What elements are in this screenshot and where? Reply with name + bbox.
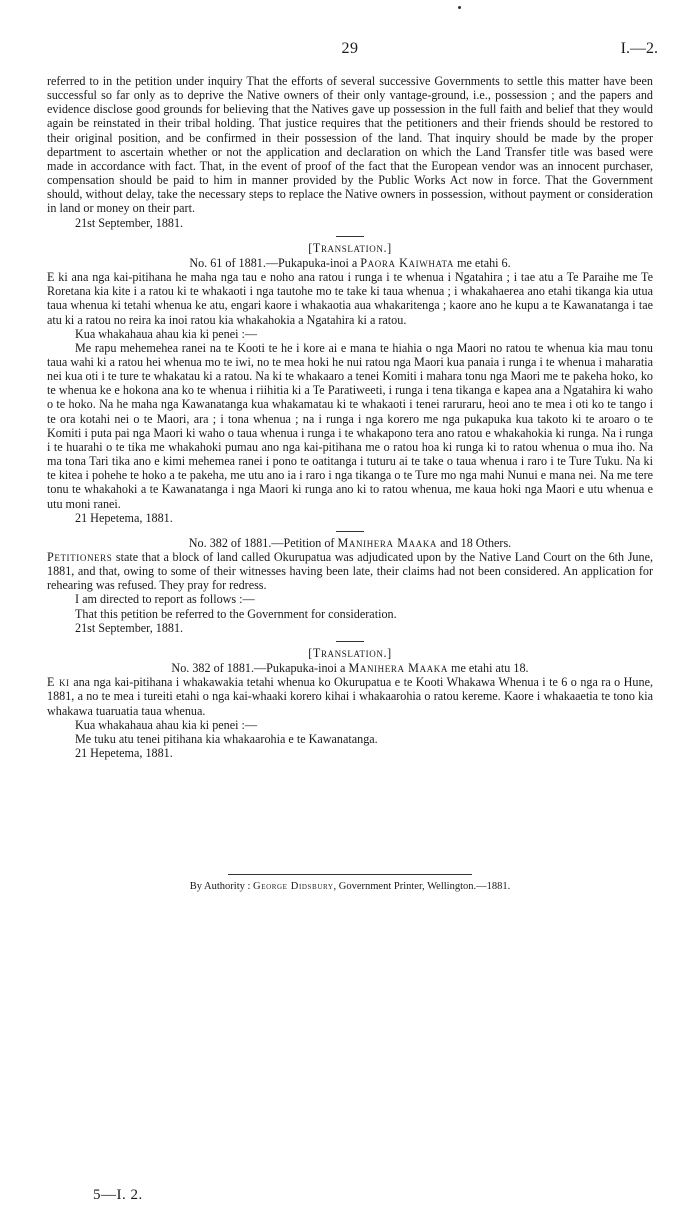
section-heading: No. 382 of 1881.—Petition of Manihera Maaka and 18 Others. [188, 535, 512, 550]
signature-mark: 5—I. 2. [93, 1187, 143, 1203]
report-date: 21st September, 1881. [75, 620, 184, 635]
body-paragraph: E ki ana nga kai-pitihana he maha nga tau e noho ana ratou i runga i te whenua i Ngatahira ; i tae atu a Te Paraihe me Te Roretana kia kite i a ratou ki te whakaoti i nga tautohe mo te take ki taua whenua ; i whakahaerea ano etahi tikanga kia utua taua whenua ki tetahi whenua ke atu, engari kaore i whakaotia aua whakaritenga ; kaore ano he kupu a te Kawanatanga i tae atu ki a ratou no reira ka inoi ratou kia whakahokia a Ngatahira ki a ratou. [47, 270, 653, 327]
petition-61-translation [47, 241, 653, 525]
translation-label: [Translation.] [308, 240, 392, 255]
petition-61-report [47, 74, 653, 230]
report-date: 21 Hepetema, 1881. [75, 510, 173, 525]
petition-382-translation [47, 646, 653, 760]
document-reference: I.—2. [620, 40, 658, 57]
body-paragraph: referred to in the petition under inquiry That the efforts of several successive Governments to settle this matter have been successful so far only as to deprive the Native owners of their only vantage-ground, i.e., possession ; and the papers and evidence disclose good grounds for believing that the Natives gave up possession in the full faith and belief that they would again be reinstated in their tribal holding. That justice requires that the petitioners and their friends should be restored to their original position, and be confirmed in their possession of the land. That inquiry should be made by the proper department to ascertain whether or not the application and declaration on which the Land Transfer title was based were made in accordance with fact. That, in the event of proof of the fact that the European vendor was an innocent purchaser, compensation should be paid to him in manner provided by the Public Works Act now in force. That the Government should, without delay, take the necessary steps to replace the Native owners in possession, without payment or consideration in land or money on their part. [47, 74, 653, 216]
printer-imprint: By Authority : George Didsbury, Government Printer, Wellington.—1881. [189, 881, 511, 892]
printer-name: George Didsbury [253, 881, 334, 892]
petitioner-name: Manihera Maaka [348, 661, 448, 676]
translation-label: [Translation.] [308, 645, 392, 660]
petition-382-report [47, 536, 653, 635]
section-divider [336, 641, 364, 642]
page-number: 29 [341, 40, 359, 57]
body-paragraph: I am directed to report as follows :— [75, 592, 255, 607]
imprint-rule [228, 874, 472, 875]
petitioner-name: Manihera Maaka [337, 535, 438, 550]
body-paragraph: That this petition be referred to the Government for consideration. [75, 606, 397, 621]
body-paragraph: Kua whakahaua ahau kia ki penei :— [75, 717, 258, 732]
petitioner-name: Paora Kaiwhata [360, 255, 455, 270]
report-date: 21st September, 1881. [75, 215, 184, 230]
body-paragraph: Me rapu mehemehea ranei na te Kooti te he i kore ai e mana te hiahia o nga Maori no ratou te whenua kia mau tonu taua wahi ki a ratou hei whenua mo te iwi, no te mea hoki he nui ratou nga Maori kua panaia i runga i te whenua i maharatia nei kua oti i te ture te whakatau ki a ratou. Na ki te whakaaro a tenei Komiti i mahara tonu nga Maori me te pakeha hoko, ko te whenua ke e hokona ana ko te whenua i riihitia ki a Te Paratiweeti, i runga i tena tikanga e kapea ana a Ngatahira ki waho o te hoko. Na he maha nga Kawanatanga kua whakamatau ki te whakaoti i tenei raruraru, heoi ano te mea i oti ko te tango i te ora kotahi nei o te Maori, ara ; i tona whenua ; na i runga i nga korero me nga pukapuka kua takoto ki te aroaro o te Komiti i puta pai nga Maori ki waho o taua whenua i runga i te whakapono tera ano ratou e whakahokia ki runga. Na i runga i te huarahi o te tika me whakahoki pumau ano nga kai-pitihana me o ratou hoa ki runga ki to ratou whenua o mua iho. Na ma tona Tari tika ano e kimi mehemea ranei i pono te oatitanga i tuturu ai te take o taua whenua i raro i te Ture Tuku. Na ki te kitea i pohehe te hoko a te pakeha, me utu ano ia i raro i nga tikanga o te Ture mo nga mahi Nunui e mana nei. Na me tere tonu te whakahoki a te Kawanatanga i nga Maori ki runga ano ki to ratou whenua, me kaua hoki nga Maori e utu whenua e utu moni ranei. [47, 340, 653, 511]
body-paragraph: E ki ana nga kai-pitihana i whakawakia tetahi whenua ko Okurupatua e te Kooti Whakawa Whenua i te 6 o nga ra o Hune, 1881, a no te mea i tureiti etahi o nga kai-whaaki korero kihai i whakaarohia o ratou kereme. Kaore i whakaaetia te tono kia whakawa tuaruatia taua whenua. [47, 675, 653, 718]
body-paragraph: Me tuku atu tenei pitihana kia whakaarohia e te Kawanatanga. [75, 731, 378, 746]
page-body [47, 74, 653, 760]
body-paragraph: Petitioners state that a block of land called Okurupatua was adjudicated upon by the Native Land Court on the 6th June, 1881, and that, owing to some of their witnesses having been late, their claims had not been considered. An application for rehearing was refused. They pray for redress. [47, 550, 653, 593]
section-heading: No. 382 of 1881.—Pukapuka-inoi a Manihera Maaka me etahi atu 18. [171, 661, 529, 676]
section-divider [336, 531, 364, 532]
ink-speck [458, 6, 461, 9]
section-divider [336, 236, 364, 237]
section-heading: No. 61 of 1881.—Pukapuka-inoi a Paora Kaiwhata me etahi 6. [189, 255, 511, 270]
body-paragraph: Kua whakahaua ahau kia ki penei :— [75, 326, 258, 341]
report-date: 21 Hepetema, 1881. [75, 746, 173, 761]
